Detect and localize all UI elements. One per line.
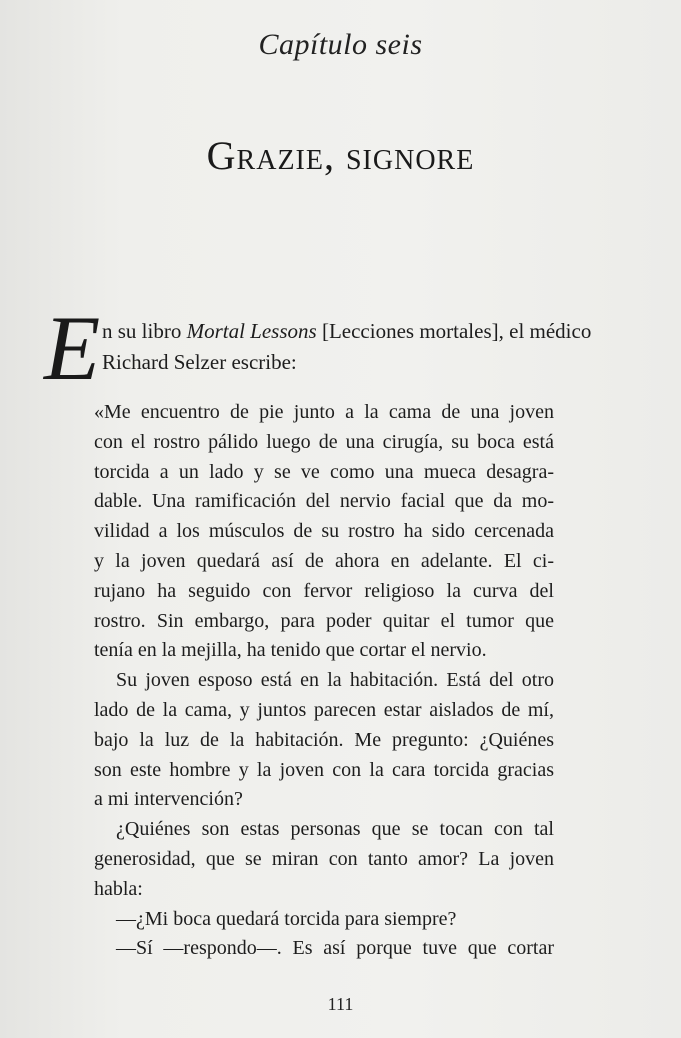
body-line: y la joven quedará así de ahora en adelante. El ci- <box>94 549 554 572</box>
body-line: tenía en la mejilla, ha tenido que cortar el nervio. <box>94 639 487 662</box>
page-number: 111 <box>327 994 354 1014</box>
body-line: rostro. Sin embargo, para poder quitar el tumor que <box>94 609 554 632</box>
intro-line-1 <box>102 316 602 347</box>
body-line: dable. Una ramificación del nervio facial que da mo- <box>94 490 554 513</box>
body-line: —¿Mi boca quedará torcida para siempre? <box>116 907 457 930</box>
body-line: rujano ha seguido con fervor religioso la curva del <box>94 579 554 602</box>
body-line: habla: <box>94 877 143 900</box>
drop-cap: E <box>44 297 101 399</box>
body-line: «Me encuentro de pie junto a la cama de una joven <box>94 401 554 423</box>
body-line: lado de la cama, y juntos parecen estar aislados de mí, <box>94 698 554 721</box>
book-title: Mortal Lessons <box>186 319 317 343</box>
body-line: ¿Quiénes son estas personas que se tocan con tal <box>116 818 554 841</box>
body-line: con el rostro pálido luego de una cirugía, su boca está <box>94 430 554 453</box>
body-line: generosidad, que se miran con tanto amor? La joven <box>94 847 554 870</box>
body-line: bajo la luz de la habitación. Me pregunto: ¿Quiénes <box>94 728 554 751</box>
body-line: vilidad a los músculos de su rostro ha sido cercenada <box>94 520 554 543</box>
chapter-title: Grazie, signore <box>206 133 475 178</box>
body-line: Su joven esposo está en la habitación. Está del otro <box>116 669 554 692</box>
chapter-label: Capítulo seis <box>258 28 423 61</box>
intro-text-post: [Lecciones mortales], el médico <box>316 319 592 343</box>
intro-line-2: Richard Selzer escribe: <box>102 350 297 374</box>
quote-body <box>94 398 554 964</box>
intro-paragraph <box>102 316 602 378</box>
body-line: torcida a un lado y se ve como una mueca desagra- <box>94 460 554 483</box>
intro-text-pre: n su libro <box>102 319 187 343</box>
body-line: a mi intervención? <box>94 788 243 811</box>
body-line: —Sí —respondo—. Es así porque tuve que cortar <box>116 937 554 960</box>
body-line: son este hombre y la joven con la cara torcida gracias <box>94 758 554 781</box>
